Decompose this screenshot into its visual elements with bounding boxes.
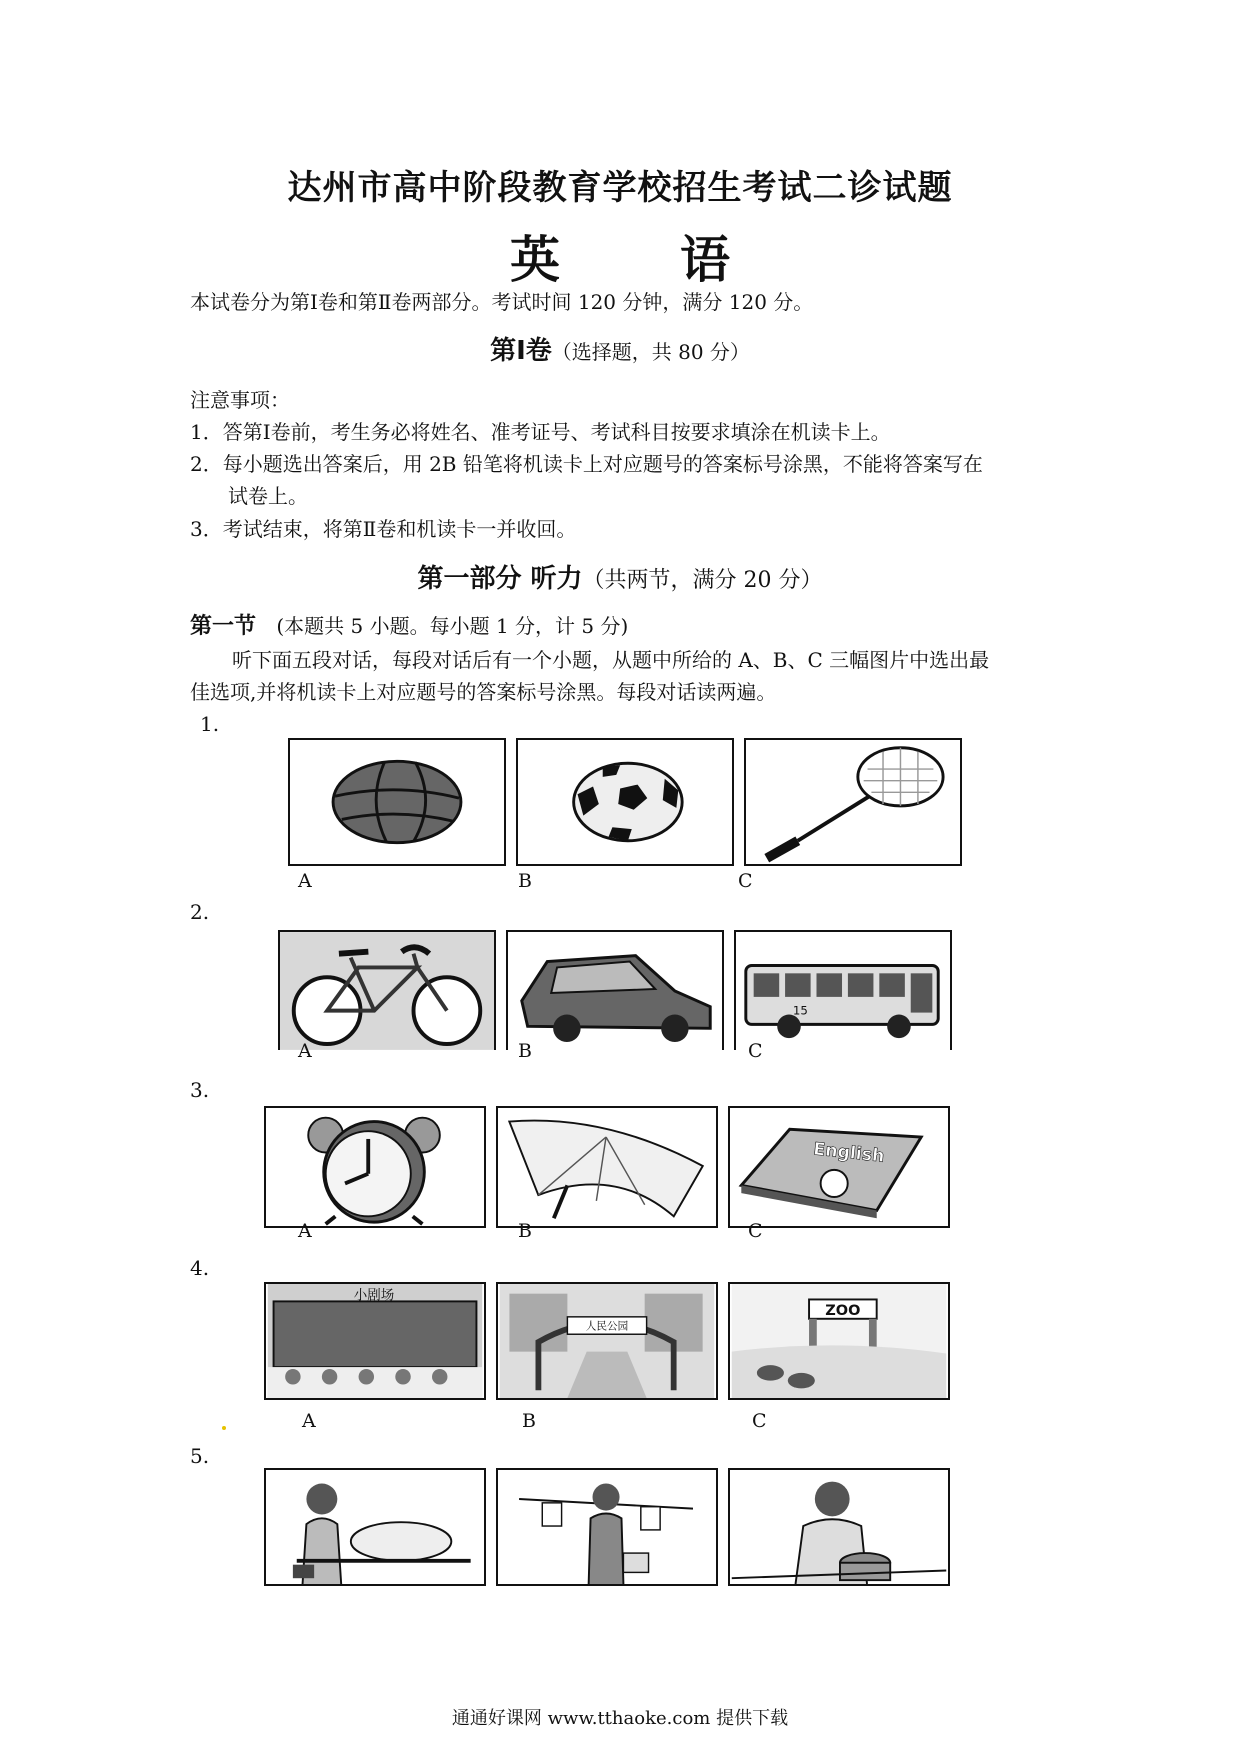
badminton-racket-picture	[744, 738, 962, 866]
theater-picture	[264, 1282, 486, 1400]
theater-sign-text: 小剧场	[353, 1287, 395, 1304]
car-picture	[506, 930, 724, 1050]
book-title-text: English	[812, 1139, 886, 1167]
volume-note: （选择题，共 80 分）	[551, 340, 750, 364]
part-name: 第一部分 听力	[417, 564, 583, 594]
part-heading	[0, 558, 1240, 595]
bus-picture	[734, 930, 952, 1050]
alarm-clock-picture	[264, 1106, 486, 1228]
q3-option-b: B	[518, 1220, 532, 1242]
bus-number-text: 15	[792, 1003, 808, 1018]
bicycle-picture	[278, 930, 496, 1050]
section-name: 第一节	[190, 614, 257, 639]
note-item-1: 1．答第Ⅰ卷前，考生务必将姓名、准考证号、考试科目按要求填涂在机读卡上。	[190, 420, 891, 444]
notes-heading: 注意事项：	[190, 388, 290, 412]
q1-option-a: A	[298, 870, 312, 892]
section-heading	[190, 610, 628, 643]
note-item-3: 3．考试结束，将第Ⅱ卷和机读卡一并收回。	[190, 517, 577, 541]
zoo-picture	[728, 1282, 950, 1400]
stray-dot	[222, 1426, 226, 1430]
q4-option-c: C	[752, 1410, 767, 1432]
woman-ironing-picture	[264, 1468, 486, 1586]
q2-option-a: A	[298, 1040, 312, 1062]
instructions-line-2: 佳选项,并将机读卡上对应题号的答案标号涂黑。每段对话读两遍。	[190, 680, 777, 704]
umbrella-picture	[496, 1106, 718, 1228]
zoo-sign-text: ZOO	[825, 1302, 861, 1319]
exam-intro: 本试卷分为第Ⅰ卷和第Ⅱ卷两部分。考试时间 120 分钟，满分 120 分。	[190, 290, 814, 314]
park-picture	[496, 1282, 718, 1400]
exam-title: 达州市高中阶段教育学校招生考试二诊试题	[287, 168, 953, 208]
park-sign-text: 人民公园	[585, 1319, 629, 1333]
basketball-picture	[288, 738, 506, 866]
q3-option-c: C	[748, 1220, 763, 1242]
q1-option-b: B	[518, 870, 532, 892]
question-number-3: 3.	[190, 1078, 210, 1102]
q4-option-b: B	[522, 1410, 536, 1432]
question-number-5: 5.	[190, 1444, 210, 1468]
q2-option-c: C	[748, 1040, 763, 1062]
part-note: （共两节，满分 20 分）	[582, 568, 823, 593]
note-item-2-cont: 试卷上。	[228, 484, 308, 508]
note-item-2: 2．每小题选出答案后，用 2B 铅笔将机读卡上对应题号的答案标号涂黑，不能将答案写在	[190, 452, 983, 476]
question-number-4: 4.	[190, 1256, 210, 1280]
football-picture	[516, 738, 734, 866]
volume-heading	[0, 330, 1240, 367]
section-note: (本题共 5 小题。每小题 1 分，计 5 分)	[276, 614, 629, 638]
instructions-line-1: 听下面五段对话，每段对话后有一个小题，从题中所给的 A、B、C 三幅图片中选出最	[232, 648, 990, 672]
q2-option-b: B	[518, 1040, 532, 1062]
question-number-1: 1.	[200, 712, 220, 736]
volume-name: 第Ⅰ卷	[490, 336, 552, 366]
q4-option-a: A	[302, 1410, 316, 1432]
woman-cooking-picture	[728, 1468, 950, 1586]
woman-shopping-picture	[496, 1468, 718, 1586]
question-number-2: 2.	[190, 900, 210, 924]
footer-credit: 通通好课网 www.tthaoke.com 提供下载	[451, 1708, 789, 1729]
q1-option-c: C	[738, 870, 753, 892]
english-book-picture	[728, 1106, 950, 1228]
q3-option-a: A	[298, 1220, 312, 1242]
subject-title: 英语	[510, 231, 850, 289]
